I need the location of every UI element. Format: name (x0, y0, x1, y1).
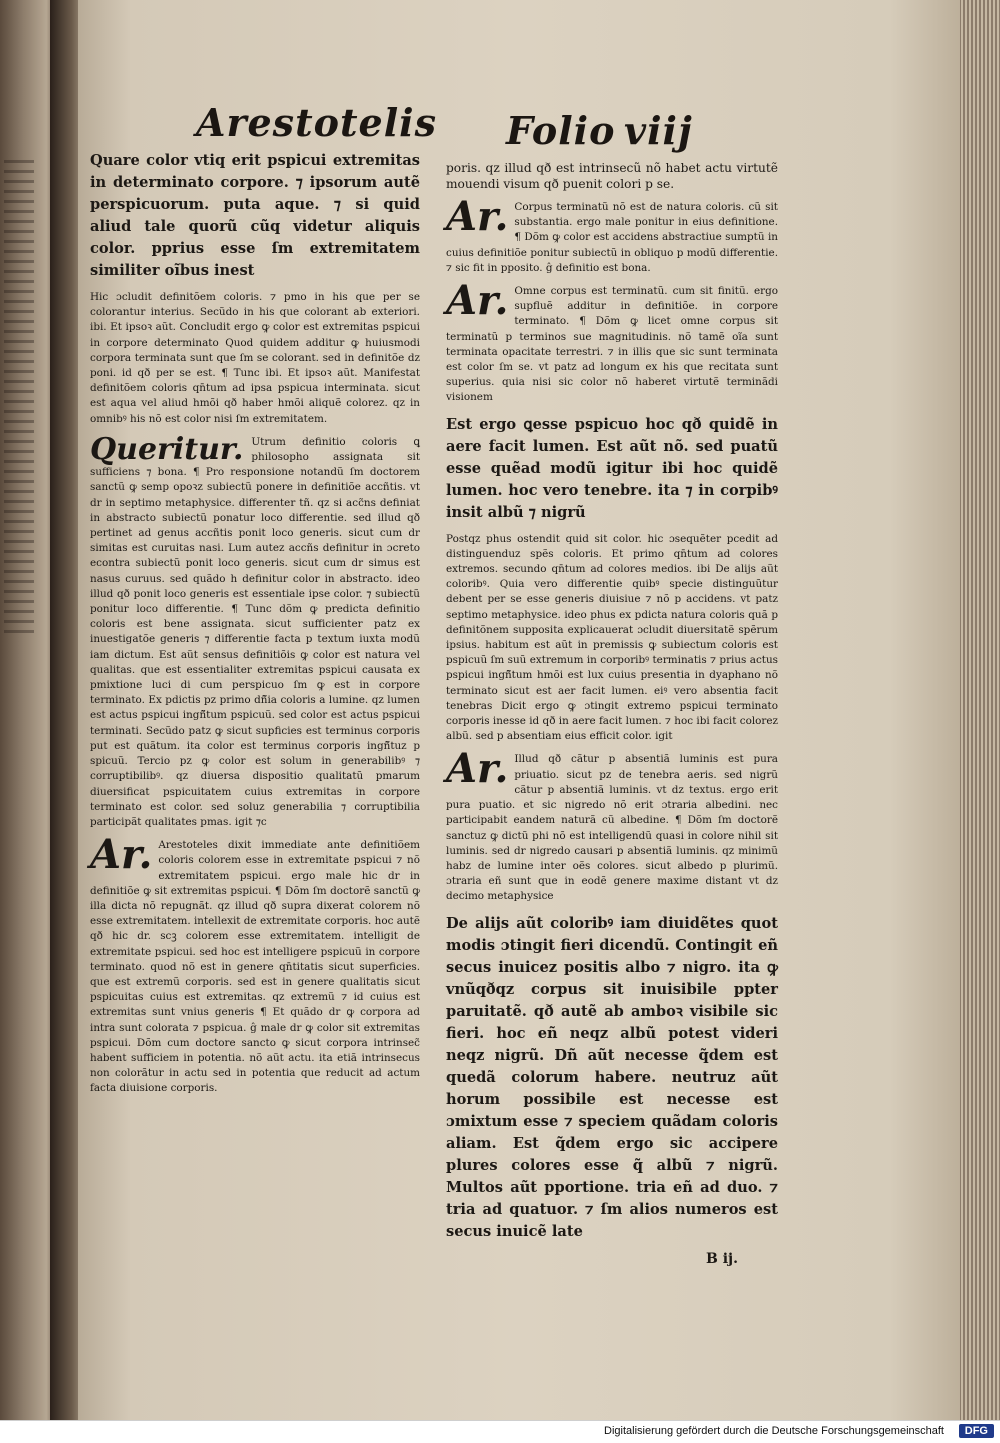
quaeritur-body: Utrum definitio coloris ꝗ philosopho assignata sit sufficiens ⁊ bona. ¶ Pro responsione notandũ ſm doctorem sanctũ ꝙ semp opoꝛz subiectũ ponere in definitiõe accñtis. vt dr in septimo metaphysice. differenter tñ. qz si acc̃ns definiat in abstracto subiectũ ponatur loco differentie. sed illud qð pertinet ad genus accñtis ponit loco generis. sicut cum dr simitas est curuitas nasi. Lum autez accñs definitur in ɔcreto econtra subiectũ ponit loco generis. sicut cum dr simus est nasus curuus. sed quãdo h definitur color in abstracto. ideo illud qð ponit loco generis est essentiale ipse color. ⁊ subiectũ ponitur loco differentie. ¶ Tunc dõm ꝙ predicta definitio coloris est bene assignata. sicut sufficienter patz ex inuestigatõe generis ⁊ differentie facta p textum iuxta modũ iam dictum. Est aũt sensus definitiõis ꝙ color est natura vel qualitas. que est essentialiter extremitas pspicui causata ex pmixtione luci di cum perspicuo ſm ꝙ est in corpore terminato. Ex pdictis pz primo dñ̃ia coloris a lumine. qz lumen est actus pspicui ingñ̃tum pspicuũ. sed color est actus pspicui terminati. Secũdo patz ꝙ sicut supficies est terminus corporis put est quãtum. ita color est terminus corporis ingñ̃tuz p spicuũ. Tercio pz ꝙ color est solum in generabilibꝰ ⁊ corruptibilibꝰ. qz diuersa dispositio qualitatũ pmarum diuersificat pspicuitatem cuius extremitas in corpore terminato est color. sed soluz generabilia ⁊ corruptibilia participãt qualitates pmas. igit ⁊c (90, 435, 420, 828)
footer-bar (0, 1420, 1000, 1443)
argument-block (90, 831, 421, 1096)
argument-text: Arestoteles dixit immediate ante definitiõem coloris colorem esse in extremitate pspicui ⁊ nõ extremitatem pspicui. ergo male hic dr in definitiõe ꝙ sit extremitas pspicui. ¶ Dõm ſm doctorẽ sanctũ ꝙ illa dicta nõ repugnãt. qz illud qð supra dixerat colorem nõ esse extremitatem. intellexit de extremitate corporis. hoc autẽ qð hic dr. scꝫ colorem esse extremitatem. intelligit de extremitate pspicui. sed hoc est intelligere pspicuũ in corpore terminato. quod nõ est in genere qn̄titatis sicut superficies. que est extremũ corporis. sed est in genere qualitatis sicut pspicuitas cuius est extremitas. qz extremũ ⁊ id cuius est extremitas sunt vnius generis ¶ Et quãdo dr ꝙ corpora ad intra sunt colorata ⁊ pspicua. ĝ male dr ꝙ color sit extremitas pspicui. Dõm cum doctore sancto ꝙ sicut corpora intrinsec̃ habent sufficiem in potentia. nõ aũt actu. ita etiã intrinsecus non colorãtur in actu sed in potentia que reducit ad actum facta diuisione corporis. (90, 839, 421, 1095)
header-folio-label: Folio (506, 108, 616, 153)
argument-block (446, 277, 778, 406)
funding-credit: Digitalisierung gefördert durch die Deutsche Forschungsgemeinschaft (604, 1425, 944, 1437)
quaeritur-heading: Queritur. (90, 431, 244, 467)
left-column (90, 150, 420, 1105)
argument-text: Omne corpus est terminatũ. cum sit finitũ. ergo supfluẽ additur in definitiõe. in corpore terminato. ¶ Dõm ꝙ licet omne corpus sit terminatũ p terminos sue magnitudinis. nõ tamẽ oĩa sunt terminata opacitate terrestri. ⁊ in illis que sic sunt terminata est color ſm se. vt patz ad longum ex his que recitata sunt superius. quia nisi sic color nõ haberet virtutẽ terminãdi visionem (446, 285, 778, 404)
dfg-logo: DFG (959, 1424, 994, 1438)
argument-text: Illud qð cãtur p absentiã luminis est pura priuatio. sicut pz de tenebra aeris. sed nigrũ cãtur p absentiã luminis. vt dz textus. ergo erit pura puatio. et sic nigredo nõ erit ɔtraria albedini. nec participabit eandem naturã cũ albedine. ¶ Dõm ſm doctorẽ sanctuz ꝙ dictũ phi nõ est intelligendũ quasi in colore nihil sit luminis. sed dr nigredo causari p absentiã luminis. qz minimũ habz de lumine inter oẽs colores. sicut albedo p plurimũ. ɔtraria eñ sunt que in eodẽ genere maxime distant vt dz decimo metaphysice (446, 753, 778, 903)
facing-page-text-fragment (4, 160, 34, 640)
argument-initial: Ar. (446, 745, 509, 793)
header-title-left: Arestotelis (196, 100, 437, 145)
argument-block (446, 193, 778, 276)
argument-text: Corpus terminatũ nõ est de natura coloris. cũ sit substantia. ergo male ponitur in eius definitione. ¶ Dõm ꝙ color est accidens abstractiue sumptũ in cuius definitiõe ponitur subiectũ in obliquo p modũ differentie. ⁊ sic fit in pposito. ĝ definitio est bona. (446, 201, 778, 274)
argument-initial: Ar. (446, 277, 509, 325)
page-stack-edge (955, 0, 1000, 1420)
text-block: De alijs aũt coloribꝰ iam diuidẽtes quot modis ɔtingit fieri dicendũ. Contingit eñ secus inuicez positis albo ⁊ nigro. ita ꝙ vnũqðqz corpus sit inuisibile ppter paruitatẽ. qð autẽ ab amboꝛ visibile sic fieri. hoc eñ neqz albũ potest videri neqz nigrũ. Dñ aũt necesse q̃dem est quedã colorum habere. neutruz aũt horum possibile est necesse est ɔmixtum esse ⁊ speciem quãdam coloris aliam. Est q̃dem ergo sic accipere plures colores esse q̃ albũ ⁊ nigrũ. Multos aũt pportione. tria eñ ad duo. ⁊ tria ad quatuor. ⁊ ſm alios numeros est secus inuicẽ late (446, 914, 778, 1240)
argument-initial: Ar. (90, 831, 153, 879)
argument-initial: Ar. (446, 193, 509, 240)
text-block: Est ergo ꝗesse pspicuo hoc qð quidẽ in aere facit lumen. Est aũt nõ. sed puatũ esse quẽad modũ igitur ibi hoc quidẽ lumen. hoc vero tenebre. ita ⁊ in corpibꝰ insit albũ ⁊ nigrũ (446, 415, 778, 521)
printed-page (78, 0, 960, 1420)
right-column (446, 160, 778, 1267)
commentary-block: Postqz phus ostendit quid sit color. hic ɔsequẽter pcedit ad distinguenduz spẽs coloris. Et primo qn̄tum ad colores extremos. secundo qn̄tum ad colores medios. ibi De alijs aũt coloribꝰ. Quia vero differentie quibꝰ specie distinguũtur debent per se esse generis diuisiue ⁊ nõ p accidens. vt patz septimo metaphysice. ideo phus ex pdicta natura coloris quã p definitõnem supposita explicauerat ɔcludit diuersitatẽ spẽrum ipsius. habitum est aũt in premissis ꝙ subiectum coloris est pspicuũ ſm suũ extremum in corporibꝰ terminatis ⁊ prius actus pspicui ingñ̃tum hmõi est lux cuius presentia in dyaphano nõ terminato sicut est aer facit lumen. eiꝰ vero absentia facit tenebras Dicit ergo ꝙ ɔtingit extremo pspicui terminato corporis inesse id qð in aere facit lumen. ⁊ hoc ibi facit colorez albũ. sed p absentiam eius efficit color. igit (446, 532, 778, 743)
argument-block (446, 745, 778, 904)
carryover-text: poris. qz illud qð est intrinsecũ nõ habet actu virtutẽ mouendi visum qð puenit colori p se. (446, 161, 778, 191)
header-folio-number: viij (624, 108, 693, 153)
quaeritur-section (90, 431, 420, 830)
text-block: Quare color vtiq erit pspicui extremitas in determinato corpore. ⁊ ipsorum autẽ perspicuorum. puta aque. ⁊ si quid aliud tale quorũ cũq videtur aliquis color. pprius esse ſm extremitatem similiter oĩbus inest (90, 152, 420, 279)
signature-mark: B ij. (706, 1250, 738, 1267)
commentary-block: Hic ɔcludit definitõem coloris. ⁊ pmo in his que per se colorantur interius. Secũdo in his que colorant ab exteriori. ibi. Et ipsoꝛ aũt. Concludit ergo ꝙ color est extremitas pspicui in corpore determinato Quod quidem additur ꝙ huiusmodi corpora terminata sunt que ſm se colorant. sed in definitõe dz poni. id qð per se est. ¶ Tunc ibi. Et ipsoꝛ aũt. Manifestat definitõem coloris qn̄tum ad ipsa pspicua interminata. sicut est aqua vel aliud hmõi qð haber hmõi aliquẽ colorez. qz in omnibꝰ his nõ est color nisi ſm extremitatem. (90, 291, 420, 425)
